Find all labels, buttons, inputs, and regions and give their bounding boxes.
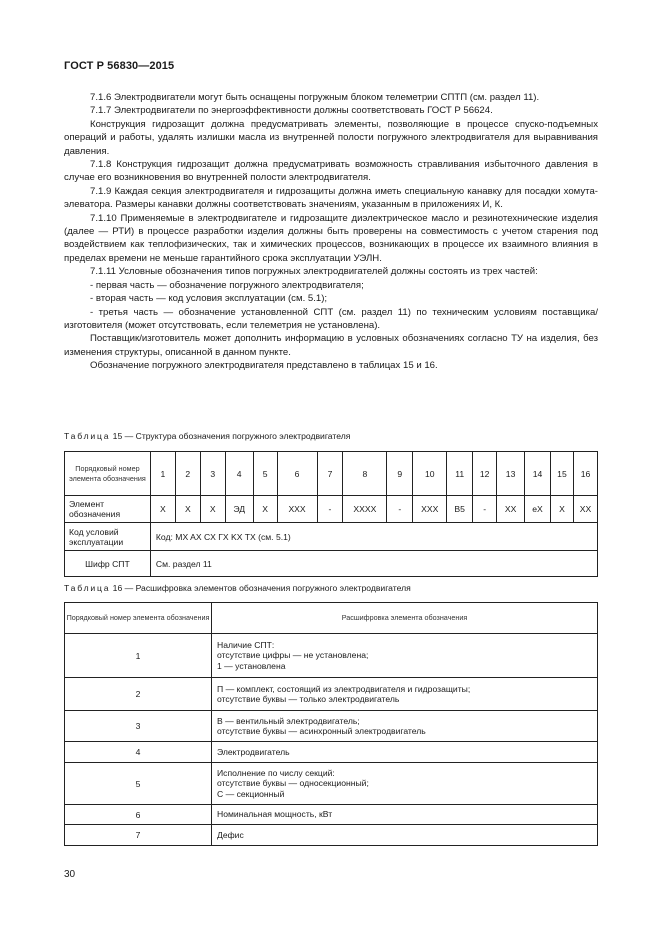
- table-word: Таблица: [64, 431, 111, 441]
- description-line: отсутствие буквы — только электродвигатель: [217, 694, 400, 704]
- paragraph: 7.1.9 Каждая секция электродвигателя и гидрозащиты должна иметь специальную канавку для посадки хомута-элеватора. Размеры канавки должны соответствовать значениям, указанным в приложениях И, К.: [64, 185, 598, 211]
- row-header-cell: Порядковый номер элемента обозначения: [65, 452, 151, 496]
- document-header: ГОСТ Р 56830—2015: [64, 60, 175, 72]
- table-caption-text: 16 — Расшифровка элементов обозначения погружного электродвигателя: [110, 583, 411, 593]
- column-header: Порядковый номер элемента обозначения: [65, 603, 212, 634]
- description-cell: [212, 711, 598, 742]
- number-cell: 2: [175, 452, 200, 496]
- table-16-caption: [64, 583, 411, 593]
- paragraph: Обозначение погружного электродвигателя представлено в таблицах 15 и 16.: [90, 360, 438, 372]
- description-line: отсутствие буквы — односекционный;: [217, 778, 369, 789]
- description-cell: [212, 742, 598, 763]
- paragraph: Конструкция гидрозащит должна предусматривать элементы, позволяющие в процессе спуско-подъемных операций и работы, удалять излишки масла из внутренней полости погружного электродвигателя для выравнивания давления.: [64, 118, 598, 157]
- element-cell: X: [253, 496, 277, 523]
- table-row: [65, 496, 598, 523]
- table-row: [65, 678, 598, 711]
- number-cell: 16: [573, 452, 597, 496]
- element-cell: X: [175, 496, 200, 523]
- table-row: [65, 523, 598, 551]
- paragraph: 7.1.11 Условные обозначения типов погружных электродвигателей должны состоять из трех частей:: [90, 266, 538, 278]
- cipher-value-cell: См. раздел 11: [150, 551, 597, 577]
- table-caption-text: 15 — Структура обозначения погружного электродвигателя: [110, 431, 351, 441]
- element-cell: X: [200, 496, 225, 523]
- number-cell: 6: [277, 452, 317, 496]
- number-cell: 10: [413, 452, 447, 496]
- table-row: [65, 634, 598, 678]
- table-row: [65, 805, 598, 825]
- description-cell: [212, 634, 598, 678]
- element-cell: XX: [573, 496, 597, 523]
- number-cell: 1: [150, 452, 175, 496]
- code-value-cell: Код: MX AX CX ГX KX TX (см. 5.1): [150, 523, 597, 551]
- table-15: [64, 451, 598, 577]
- paragraph: 7.1.8 Конструкция гидрозащит должна предусматривать возможность стравливания избыточного давления в случае его возникновения во внутренней полости электродвигателя.: [64, 159, 598, 184]
- table-15-caption: [64, 431, 350, 441]
- number-cell: 4: [65, 742, 212, 763]
- number-cell: 3: [65, 711, 212, 742]
- table-row: [65, 742, 598, 763]
- table-row: [65, 452, 598, 496]
- element-cell: XXX: [277, 496, 317, 523]
- table-row: [65, 825, 598, 846]
- row-label-cell: Шифр СПТ: [65, 551, 151, 577]
- row-label-cell: Код условий эксплуатации: [65, 523, 151, 551]
- element-cell: eX: [525, 496, 551, 523]
- element-cell: -: [473, 496, 497, 523]
- number-cell: 13: [497, 452, 525, 496]
- list-item: - вторая часть — код условия эксплуатации (см. 5.1);: [90, 293, 328, 305]
- number-cell: 12: [473, 452, 497, 496]
- element-cell: X: [550, 496, 573, 523]
- table-header-row: [65, 603, 598, 634]
- number-cell: 9: [387, 452, 413, 496]
- column-header: Расшифровка элемента обозначения: [212, 603, 598, 634]
- description-cell: [212, 825, 598, 846]
- description-line: С — секционный: [217, 788, 285, 799]
- number-cell: 6: [65, 805, 212, 825]
- element-cell: B5: [447, 496, 473, 523]
- description-cell: [212, 763, 598, 805]
- number-cell: 15: [550, 452, 573, 496]
- number-cell: 7: [65, 825, 212, 846]
- number-cell: 11: [447, 452, 473, 496]
- description-line: Исполнение по числу секций:: [217, 767, 335, 778]
- table-16: [64, 602, 598, 846]
- element-cell: -: [387, 496, 413, 523]
- description-line: Номинальная мощность, кВт: [217, 809, 333, 820]
- element-cell: X: [150, 496, 175, 523]
- element-cell: XXXX: [343, 496, 387, 523]
- description-line: П — комплект, состоящий из электродвигателя и гидрозащиты;: [217, 683, 471, 694]
- body-text: [64, 91, 598, 373]
- list-item: - третья часть — обозначение установленной СПТ (см. раздел 11) по техническим условиям поставщика/изготовителя (может отсутствовать, если телеметрия не установлена).: [64, 306, 598, 331]
- description-line: 1 — установлена: [217, 660, 286, 671]
- paragraph: 7.1.6 Электродвигатели могут быть оснащены погружным блоком телеметрии СПТП (см. раздел 11).: [90, 92, 540, 103]
- number-cell: 5: [65, 763, 212, 805]
- description-cell: [212, 805, 598, 825]
- paragraph: 7.1.10 Применяемые в электродвигателе и гидрозащите диэлектрическое масло и резинотехнические изделия (далее — РТИ) в процессе разработки изделия должны быть проверены на совместимость с учетом старения под воздействием как теплофизических, так и химических процессов, возникающих в процессе их взаимного влияния в пределах времени не меньше гарантийного срока эксплуатации УЭЛН.: [64, 212, 598, 264]
- element-cell: XX: [497, 496, 525, 523]
- element-cell: -: [317, 496, 343, 523]
- number-cell: 3: [200, 452, 225, 496]
- number-cell: 1: [65, 634, 212, 678]
- table-word: Таблица: [64, 583, 111, 593]
- description-line: В — вентильный электродвигатель;: [217, 715, 360, 726]
- number-cell: 2: [65, 678, 212, 711]
- page-number: 30: [64, 869, 76, 880]
- number-cell: 4: [225, 452, 253, 496]
- number-cell: 8: [343, 452, 387, 496]
- description-line: отсутствие буквы — асинхронный электродвигатель: [217, 726, 426, 736]
- paragraph: Поставщик/изготовитель может дополнить информацию в условных обозначениях согласно ТУ на изделия, без изменения структуры, описанной в данном пункте.: [64, 333, 598, 358]
- table-row: [65, 551, 598, 577]
- element-cell: XXX: [413, 496, 447, 523]
- list-item: - первая часть — обозначение погружного электродвигателя;: [90, 279, 364, 291]
- description-line: Электродвигатель: [217, 746, 290, 757]
- number-cell: 7: [317, 452, 343, 496]
- number-cell: 14: [525, 452, 551, 496]
- element-cell: ЭД: [225, 496, 253, 523]
- paragraph: 7.1.7 Электродвигатели по энергоэффективности должны соответствовать ГОСТ Р 56624.: [90, 105, 493, 117]
- description-line: Дефис: [217, 829, 244, 840]
- table-row: [65, 711, 598, 742]
- row-label-cell: Элемент обозначения: [65, 496, 151, 523]
- table-row: [65, 763, 598, 805]
- description-line: отсутствие цифры — не установлена;: [217, 650, 369, 661]
- number-cell: 5: [253, 452, 277, 496]
- description-cell: [212, 678, 598, 711]
- description-line: Наличие СПТ:: [217, 639, 275, 650]
